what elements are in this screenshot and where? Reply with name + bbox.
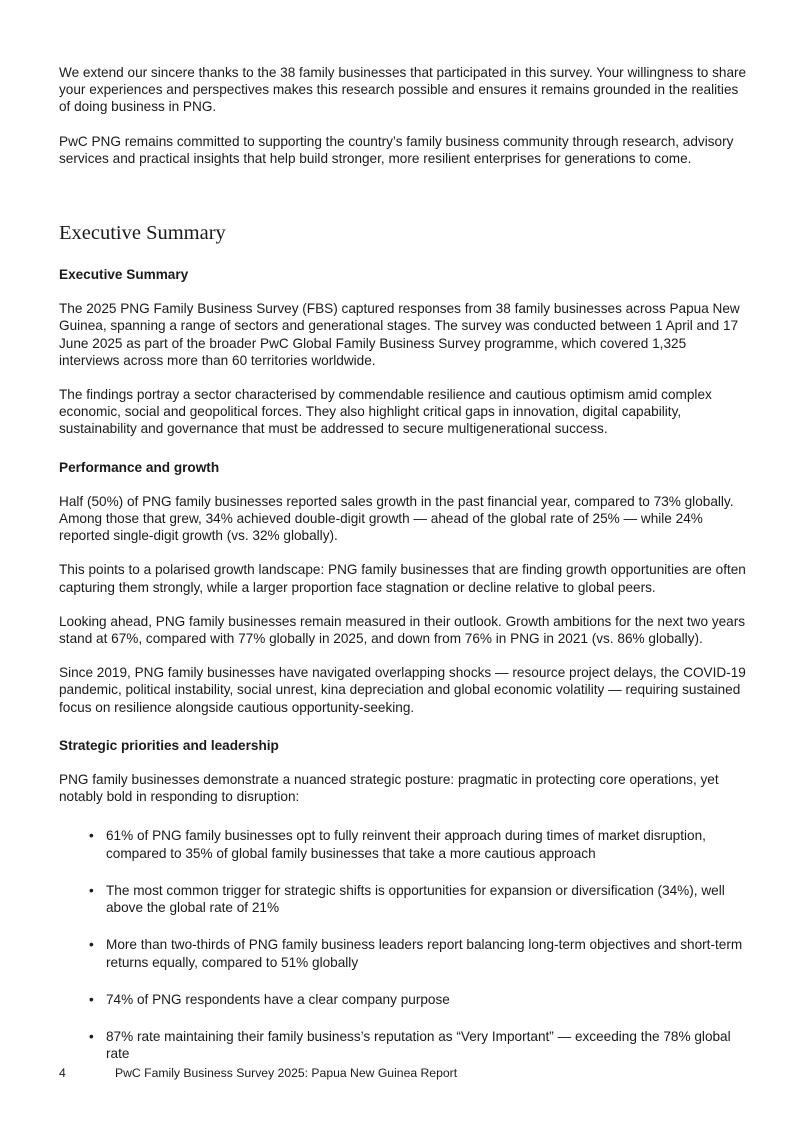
bullet-icon: •	[89, 828, 94, 844]
footer-report-title: PwC Family Business Survey 2025: Papua New Guinea Report	[115, 1066, 458, 1080]
page-content	[59, 64, 749, 1062]
list-item-text: 61% of PNG family businesses opt to fully reinvent their approach during times of market disruption, compared to 35% of global family businesses that take a more cautious approach	[106, 828, 706, 861]
summary-paragraph-findings: The findings portray a sector characterised by commendable resilience and cautious optimism amid complex economic, social and geopolitical forces. They also highlight critical gaps in innovation, digital capability, sustainability and governance that must be addressed to secure multigenerational success.	[59, 387, 712, 437]
list-item	[59, 827, 749, 861]
strategy-paragraph-posture: PNG family businesses demonstrate a nuanced strategic posture: pragmatic in protecting core operations, yet notably bold in responding to disruption:	[59, 772, 719, 805]
performance-paragraph-polarised: This points to a polarised growth landscape: PNG family businesses that are finding growth opportunities are often capturing them strongly, while a larger proportion face stagnation or decline relative to global peers.	[59, 562, 746, 595]
performance-paragraph-outlook: Looking ahead, PNG family businesses remain measured in their outlook. Growth ambitions for the next two years stand at 67%, compared with 77% globally in 2025, and down from 76% in PNG in 2021 (vs. 86% globally).	[59, 613, 746, 647]
page-number: 4	[59, 1066, 66, 1080]
subheading-performance: Performance and growth	[59, 459, 220, 475]
section-title-executive-summary: Executive Summary	[59, 222, 226, 245]
bullet-icon: •	[89, 937, 94, 953]
list-item-text: The most common trigger for strategic shifts is opportunities for expansion or diversification (34%), well above the global rate of 21%	[106, 882, 725, 916]
bullet-icon: •	[89, 1028, 94, 1044]
strategy-bullet-list	[59, 827, 749, 1062]
list-item	[59, 936, 749, 970]
list-item	[59, 991, 749, 1008]
list-item-text: More than two-thirds of PNG family business leaders report balancing long-term objectives and short-term returns equally, compared to 51% globally	[106, 937, 743, 970]
page-footer	[59, 1066, 457, 1081]
bullet-icon: •	[89, 882, 94, 898]
subheading-executive-summary: Executive Summary	[59, 267, 189, 283]
intro-paragraph-thanks: We extend our sincere thanks to the 38 family businesses that participated in this survey. Your willingness to share your experiences and perspectives makes this research possible and ensures it remains grounded in the realities of doing business in PNG.	[59, 65, 747, 115]
bullet-icon: •	[89, 991, 94, 1007]
list-item	[59, 1028, 749, 1062]
summary-paragraph-survey: The 2025 PNG Family Business Survey (FBS) captured responses from 38 family businesses across Papua New Guinea, spanning a range of sectors and generational stages. The survey was conducted between 1 April and 17 June 2025 as part of the broader PwC Global Family Business Survey programme, which covered 1,325 interviews across more than 60 territories worldwide.	[59, 301, 740, 368]
subheading-strategy: Strategic priorities and leadership	[59, 737, 279, 753]
list-item-text: 87% rate maintaining their family business’s reputation as “Very Important” — exceeding the 78% global rate	[106, 1028, 731, 1062]
performance-paragraph-shocks: Since 2019, PNG family businesses have navigated overlapping shocks — resource project delays, the COVID-19 pandemic, political instability, social unrest, kina depreciation and global economic volatility — requiring sustained focus on resilience alongside cautious opportunity-seeking.	[59, 665, 746, 715]
list-item	[59, 882, 749, 916]
performance-paragraph-sales: Half (50%) of PNG family businesses reported sales growth in the past financial year, compared to 73% globally. Among those that grew, 34% achieved double-digit growth — ahead of the global rate of 25% — while 24% reported single-digit growth (vs. 32% globally).	[59, 493, 734, 544]
list-item-text: 74% of PNG respondents have a clear company purpose	[106, 991, 450, 1007]
intro-paragraph-commitment: PwC PNG remains committed to supporting the country’s family business community through research, advisory services and practical insights that help build stronger, more resilient enterprises for generations to come.	[59, 133, 734, 166]
